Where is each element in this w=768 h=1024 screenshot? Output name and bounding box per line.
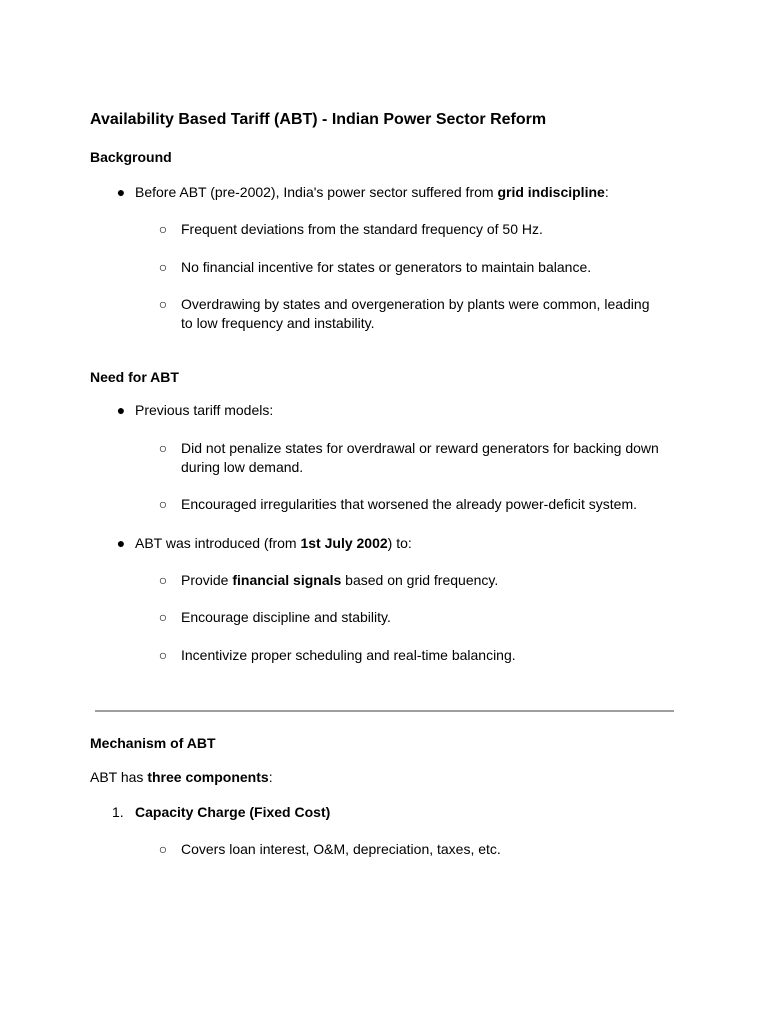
emphasis: grid indiscipline — [497, 184, 605, 200]
list-item-text: ABT was introduced (from 1st July 2002) to: — [135, 535, 412, 551]
sub-list-item-text: Overdrawing by states and overgeneration by plants were common, leading to low frequency and instability. — [181, 296, 650, 331]
sub-list-item-text: Encourage discipline and stability. — [181, 609, 391, 625]
list-number: 1. — [112, 804, 124, 820]
section-heading-mechanism: Mechanism of ABT — [90, 735, 216, 751]
sub-list-item — [155, 840, 665, 859]
sub-list-item-text: Covers loan interest, O&M, depreciation, taxes, etc. — [181, 841, 501, 857]
sub-list-item-text: Frequent deviations from the standard frequency of 50 Hz. — [181, 221, 543, 237]
emphasis: 1st July 2002 — [300, 535, 388, 551]
sub-list-item — [155, 439, 665, 477]
bullet-marker: ● — [116, 535, 126, 551]
bullet-marker: ● — [116, 402, 126, 418]
sub-bullet-marker: ○ — [158, 572, 168, 588]
sub-list-item — [155, 258, 665, 277]
emphasis: three components — [147, 769, 269, 785]
sub-bullet-marker: ○ — [158, 440, 168, 456]
sub-list-item — [155, 220, 665, 239]
bullet-marker: ● — [116, 184, 126, 200]
document-title: Availability Based Tariff (ABT) - Indian Power Sector Reform — [90, 111, 547, 128]
section-heading-need: Need for ABT — [90, 369, 179, 385]
sub-list-item — [155, 608, 665, 627]
sub-list-item-text: Provide financial signals based on grid frequency. — [181, 572, 499, 588]
sub-bullet-marker: ○ — [158, 259, 168, 275]
sub-bullet-marker: ○ — [158, 841, 168, 857]
sub-list-item-text: No financial incentive for states or generators to maintain balance. — [181, 259, 592, 275]
emphasis: financial signals — [232, 572, 342, 588]
sub-list-item-text: Encouraged irregularities that worsened the already power-deficit system. — [181, 496, 638, 512]
sub-list-item — [155, 571, 665, 590]
sub-bullet-marker: ○ — [158, 496, 168, 512]
sub-bullet-marker: ○ — [158, 647, 168, 663]
sub-list-item — [155, 495, 665, 514]
horizontal-rule — [95, 710, 674, 712]
sub-list-item-text: Did not penalize states for overdrawal or reward generators for backing down during low demand. — [181, 440, 659, 475]
sub-list-item — [155, 646, 665, 665]
sub-bullet-marker: ○ — [158, 296, 168, 312]
sub-bullet-marker: ○ — [158, 609, 168, 625]
section-heading-background: Background — [90, 149, 172, 165]
mechanism-intro: ABT has three components: — [90, 769, 273, 785]
sub-bullet-marker: ○ — [158, 221, 168, 237]
list-item-text: Before ABT (pre-2002), India's power sector suffered from grid indiscipline: — [135, 184, 609, 200]
sub-list-item — [155, 295, 665, 333]
list-item-text: Previous tariff models: — [135, 402, 274, 418]
numbered-item-label: Capacity Charge (Fixed Cost) — [135, 804, 331, 820]
sub-list-item-text: Incentivize proper scheduling and real-time balancing. — [181, 647, 516, 663]
